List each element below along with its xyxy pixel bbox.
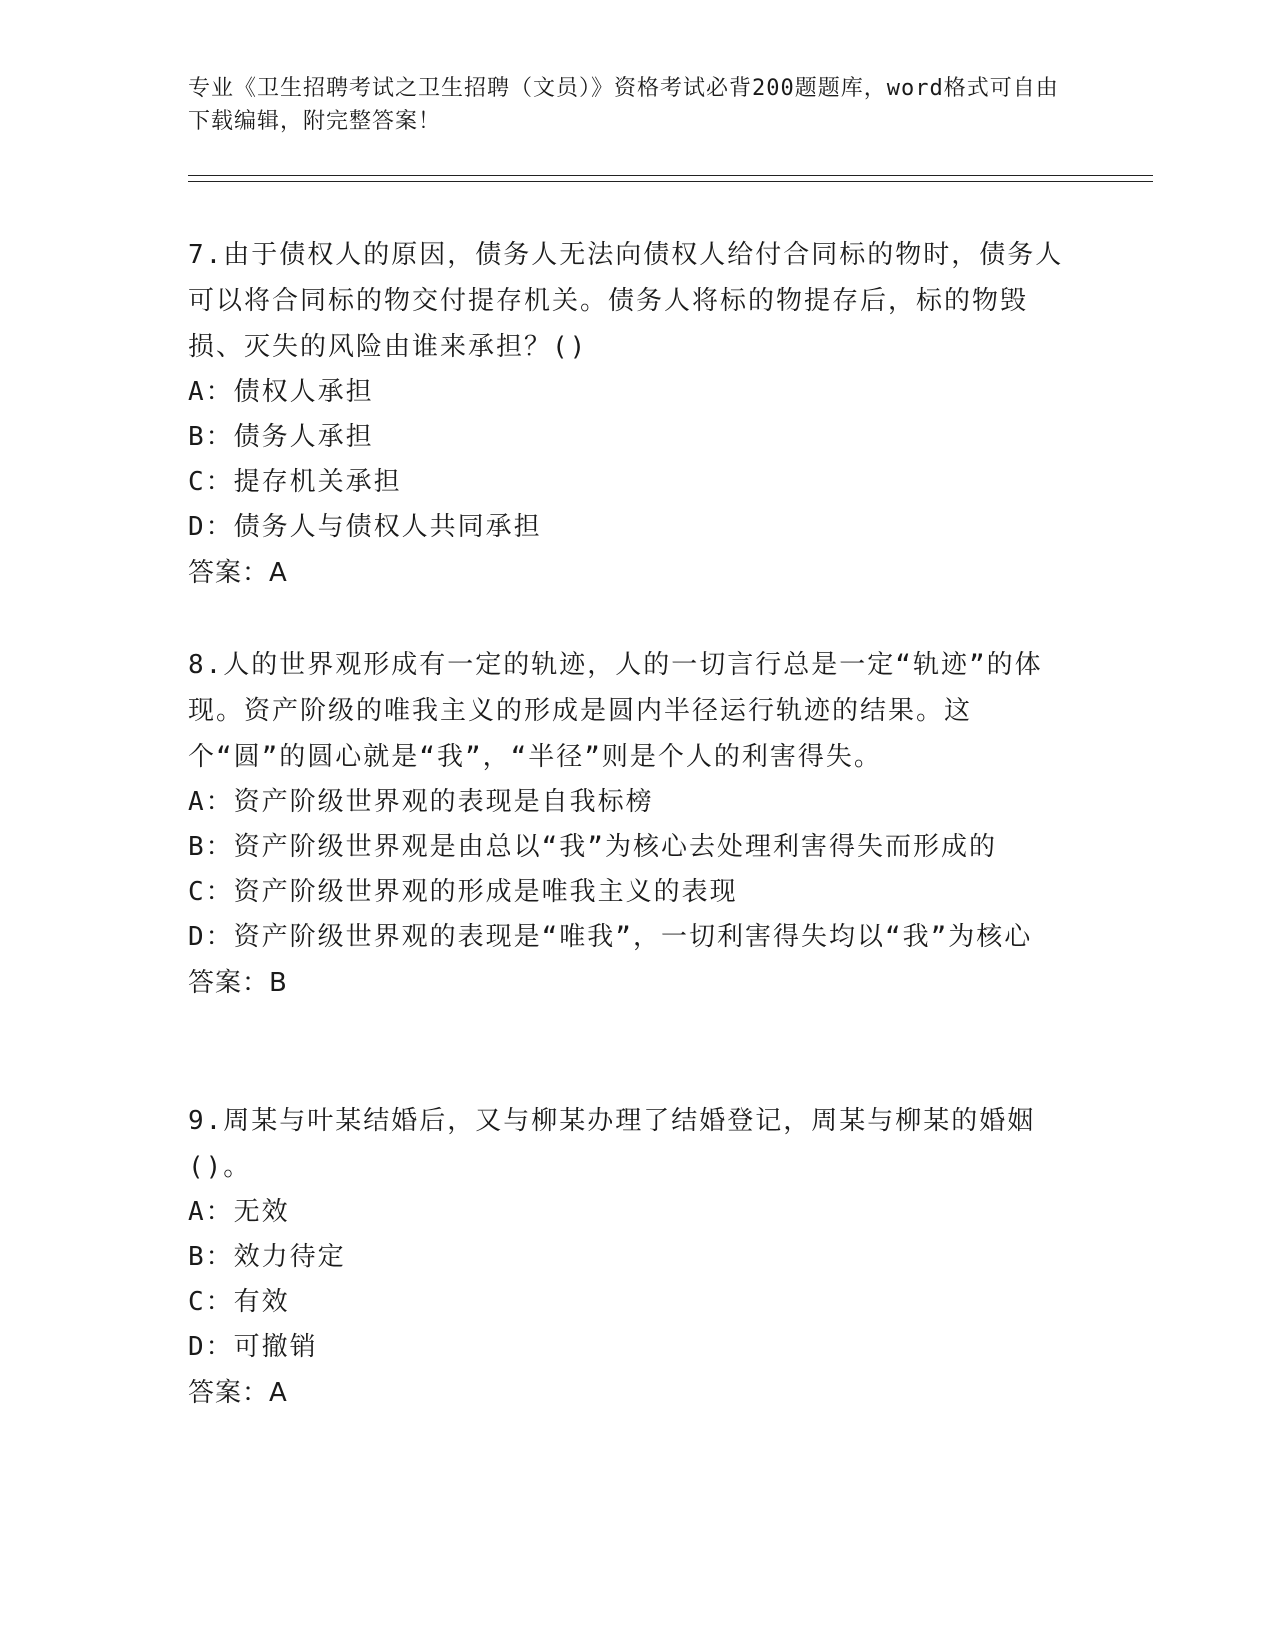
option-b: B：资产阶级世界观是由总以“我”为核心去处理利害得失而形成的	[188, 832, 997, 862]
option-c: C：资产阶级世界观的形成是唯我主义的表现	[188, 877, 738, 907]
option-c: C：提存机关承担	[188, 467, 402, 497]
question-8	[188, 642, 1068, 1006]
document-header: 专业《卫生招聘考试之卫生招聘（文员）》资格考试必背200题题库，word格式可自由下载编辑，附完整答案！	[188, 76, 1059, 134]
question-7	[188, 232, 1068, 596]
option-d: D：债务人与债权人共同承担	[188, 512, 542, 542]
option-d: D：资产阶级世界观的表现是“唯我”，一切利害得失均以“我”为核心	[188, 922, 1033, 952]
option-a: A：债权人承担	[188, 377, 374, 407]
question-9	[188, 1098, 1068, 1416]
option-c: C：有效	[188, 1287, 290, 1317]
header-divider-top	[188, 175, 1153, 176]
question-stem: 8.人的世界观形成有一定的轨迹，人的一切言行总是一定“轨迹”的体现。资产阶级的唯我主义的形成是圆内半径运行轨迹的结果。这个“圆”的圆心就是“我”，“半径”则是个人的利害得失。	[188, 650, 1043, 772]
question-stem: 7.由于债权人的原因，债务人无法向债权人给付合同标的物时，债务人可以将合同标的物交付提存机关。债务人将标的物提存后，标的物毁损、灭失的风险由谁来承担？()	[188, 240, 1064, 362]
answer-line: 答案：A	[188, 1378, 288, 1408]
header-divider-bottom	[188, 181, 1153, 182]
option-b: B：效力待定	[188, 1242, 346, 1272]
question-stem: 9.周某与叶某结婚后，又与柳某办理了结婚登记，周某与柳某的婚姻()。	[188, 1106, 1036, 1182]
option-a: A：无效	[188, 1197, 290, 1227]
option-b: B：债务人承担	[188, 422, 374, 452]
option-d: D：可撤销	[188, 1332, 318, 1362]
option-a: A：资产阶级世界观的表现是自我标榜	[188, 787, 654, 817]
answer-line: 答案：B	[188, 968, 288, 998]
answer-line: 答案：A	[188, 558, 288, 588]
